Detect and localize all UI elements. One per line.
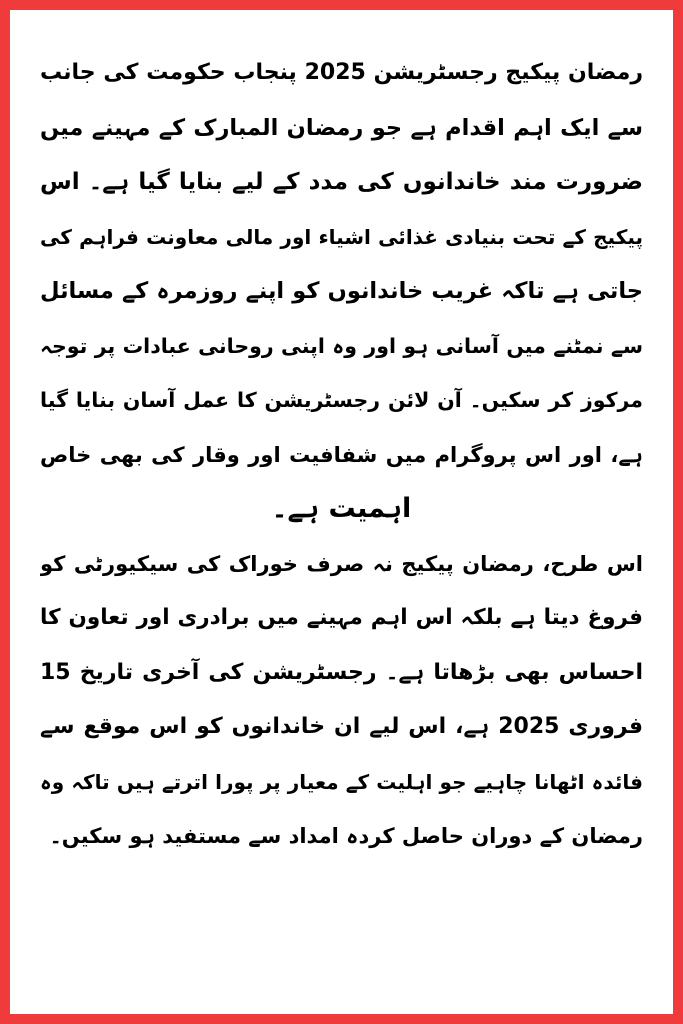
paragraph-1-line-8: ہے، اور اس پروگرام میں شفافیت اور وقار کی بھی خاص xyxy=(40,442,643,467)
paragraph-1-line-9: اہمیت ہے۔ xyxy=(271,493,412,524)
paragraph-2-line-6: رمضان کے دوران حاصل کردہ امداد سے مستفید ہو سکیں۔ xyxy=(49,824,643,848)
paragraph-2-line-1: اس طرح، رمضان پیکیج نہ صرف خوراک کی سیکیورٹی کو xyxy=(40,551,643,576)
paragraph-2-line-5: فائدہ اٹھانا چاہیے جو اہلیت کے معیار پر پورا اترتے ہیں تاکہ وہ xyxy=(40,769,643,794)
paragraph-1-line-4: پیکیج کے تحت بنیادی غذائی اشیاء اور مالی معاونت فراہم کی xyxy=(40,224,643,249)
paragraph-1-line-5: جاتی ہے تاکہ غریب خاندانوں کو اپنے روزمرہ کے مسائل xyxy=(40,278,643,304)
paragraph-2-line-3: احساس بھی بڑھاتا ہے۔ رجسٹریشن کی آخری تاریخ 15 xyxy=(40,659,643,685)
paragraph-1-line-2: سے ایک اہم اقدام ہے جو رمضان المبارک کے مہینے میں xyxy=(40,114,643,141)
paragraph-1-line-1: رمضان پیکیج رجسٹریشن 2025 پنجاب حکومت کی جانب xyxy=(40,60,643,85)
paragraph-1-line-6: سے نمٹنے میں آسانی ہو اور وہ اپنی روحانی عبادات پر توجہ xyxy=(40,333,643,358)
paragraph-1-line-3: ضرورت مند خاندانوں کی مدد کے لیے بنایا گیا ہے۔ اس xyxy=(40,169,643,195)
paragraph-1 xyxy=(40,46,643,537)
article-body xyxy=(40,46,643,990)
paragraph-1-line-7: مرکوز کر سکیں۔ آن لائن رجسٹریشن کا عمل آسان بنایا گیا xyxy=(40,388,643,412)
paragraph-2-line-4: فروری 2025 ہے، اس لیے ان خاندانوں کو اس موقع سے xyxy=(40,714,643,739)
paragraph-2 xyxy=(40,537,643,864)
paragraph-2-line-2: فروغ دیتا ہے بلکہ اس اہم مہینے میں برادری اور تعاون کا xyxy=(40,605,643,630)
